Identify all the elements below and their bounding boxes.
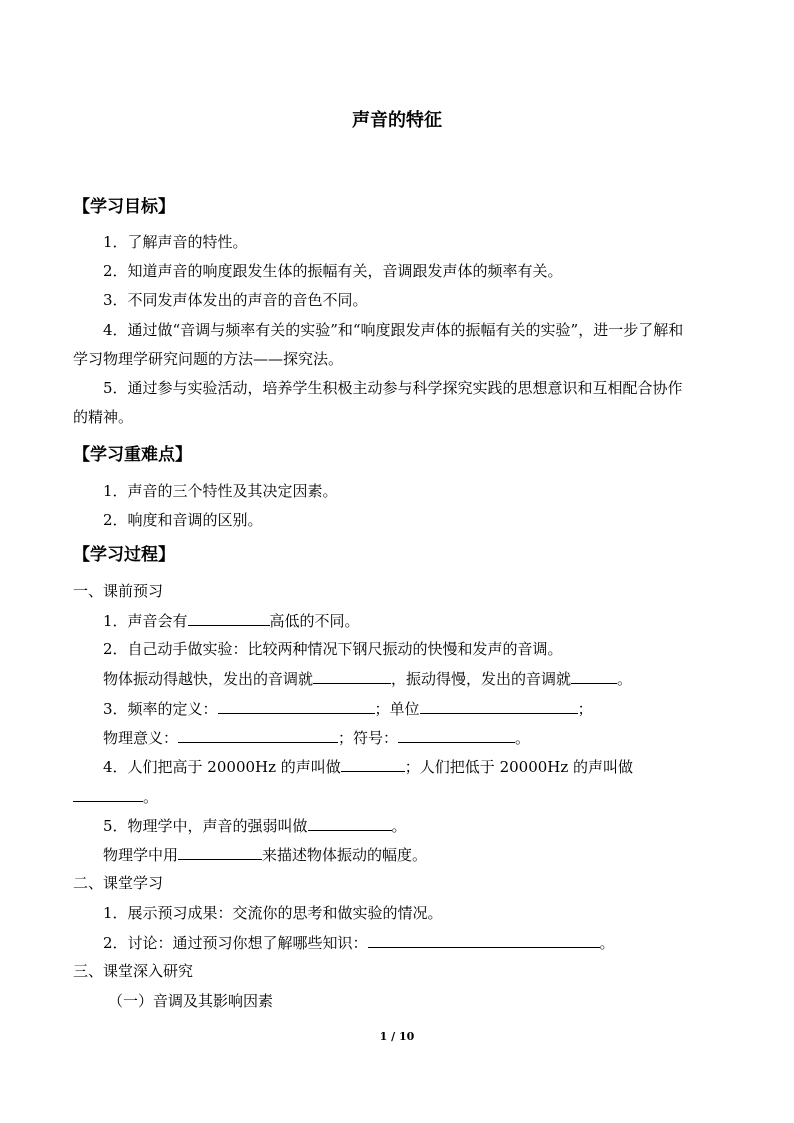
question-text: ；人们把低于 20000Hz 的声叫做	[404, 758, 634, 776]
question-text: 。	[617, 670, 633, 688]
section-heading-key-points: 【学习重难点】	[73, 445, 192, 465]
goal-item-continued: 的精神。	[73, 408, 134, 426]
question-line	[103, 610, 360, 631]
answer-blank[interactable]	[308, 815, 392, 831]
answer-blank[interactable]	[188, 610, 270, 626]
answer-blank[interactable]	[341, 756, 405, 772]
question-text: 5．物理学中，声音的强弱叫做	[103, 817, 308, 835]
question-text: 1．声音会有	[103, 612, 188, 630]
question-line	[103, 815, 407, 836]
question-line	[103, 668, 632, 689]
question-line	[103, 698, 593, 719]
answer-blank[interactable]	[73, 786, 143, 802]
question-text: 高低的不同。	[269, 612, 360, 630]
question-text: ；符号：	[338, 729, 399, 747]
part1-heading: 一、课前预习	[73, 582, 164, 600]
answer-blank[interactable]	[178, 844, 262, 860]
section-heading-process: 【学习过程】	[73, 545, 175, 565]
question-line: 1．展示预习成果：交流你的思考和做实验的情况。	[103, 904, 443, 922]
answer-blank[interactable]	[368, 932, 600, 948]
question-text: 4．人们把高于 20000Hz 的声叫做	[103, 758, 341, 776]
section-heading-goals: 【学习目标】	[73, 197, 175, 217]
page-number: 1 / 10	[379, 1030, 415, 1043]
question-text: ；	[577, 700, 593, 718]
goal-item: 4．通过做“音调与频率有关的实验”和“响度跟发声体的振幅有关的实验”，进一步了解和	[103, 321, 684, 339]
answer-blank[interactable]	[218, 698, 375, 714]
question-text: 物理意义：	[103, 729, 179, 747]
goal-item: 5．通过参与实验活动，培养学生积极主动参与科学探究实践的思想意识和互相配合协作	[103, 379, 683, 397]
key-point-item: 1．声音的三个特性及其决定因素。	[103, 482, 338, 500]
question-text: 。	[599, 934, 615, 952]
question-text: 来描述物体振动的幅度。	[262, 846, 428, 864]
page-title: 声音的特征	[352, 110, 442, 131]
part3-heading: 三、课堂深入研究	[73, 962, 194, 980]
question-text: ；单位	[374, 700, 420, 718]
question-line	[103, 756, 633, 777]
goal-item: 3．不同发声体发出的声音的音色不同。	[103, 291, 368, 309]
question-text: 3．频率的定义：	[103, 700, 218, 718]
question-line	[103, 844, 427, 865]
subsection-heading: （一）音调及其影响因素	[108, 992, 274, 1010]
question-line: 2．自己动手做实验：比较两种情况下钢尺振动的快慢和发声的音调。	[103, 640, 563, 658]
answer-blank[interactable]	[420, 698, 578, 714]
question-line	[103, 727, 530, 748]
question-text: 物体振动得越快，发出的音调就	[103, 670, 314, 688]
question-text: 。	[143, 788, 159, 806]
question-text: 。	[391, 817, 407, 835]
part2-heading: 二、课堂学习	[73, 874, 164, 892]
key-point-item: 2．响度和音调的区别。	[103, 511, 263, 529]
goal-item-continued: 学习物理学研究问题的方法——探究法。	[73, 350, 344, 368]
question-line	[103, 932, 615, 953]
goal-item: 1．了解声音的特性。	[103, 233, 248, 251]
answer-blank[interactable]	[398, 727, 515, 743]
answer-blank[interactable]	[571, 668, 617, 684]
question-text: ，振动得慢，发出的音调就	[391, 670, 572, 688]
question-text: 2．讨论：通过预习你想了解哪些知识：	[103, 934, 368, 952]
question-text: 。	[515, 729, 531, 747]
goal-item: 2．知道声音的响度跟发生体的振幅有关，音调跟发声体的频率有关。	[103, 262, 563, 280]
answer-blank[interactable]	[178, 727, 338, 743]
answer-blank[interactable]	[313, 668, 391, 684]
question-text: 物理学中用	[103, 846, 179, 864]
question-line	[73, 786, 158, 807]
